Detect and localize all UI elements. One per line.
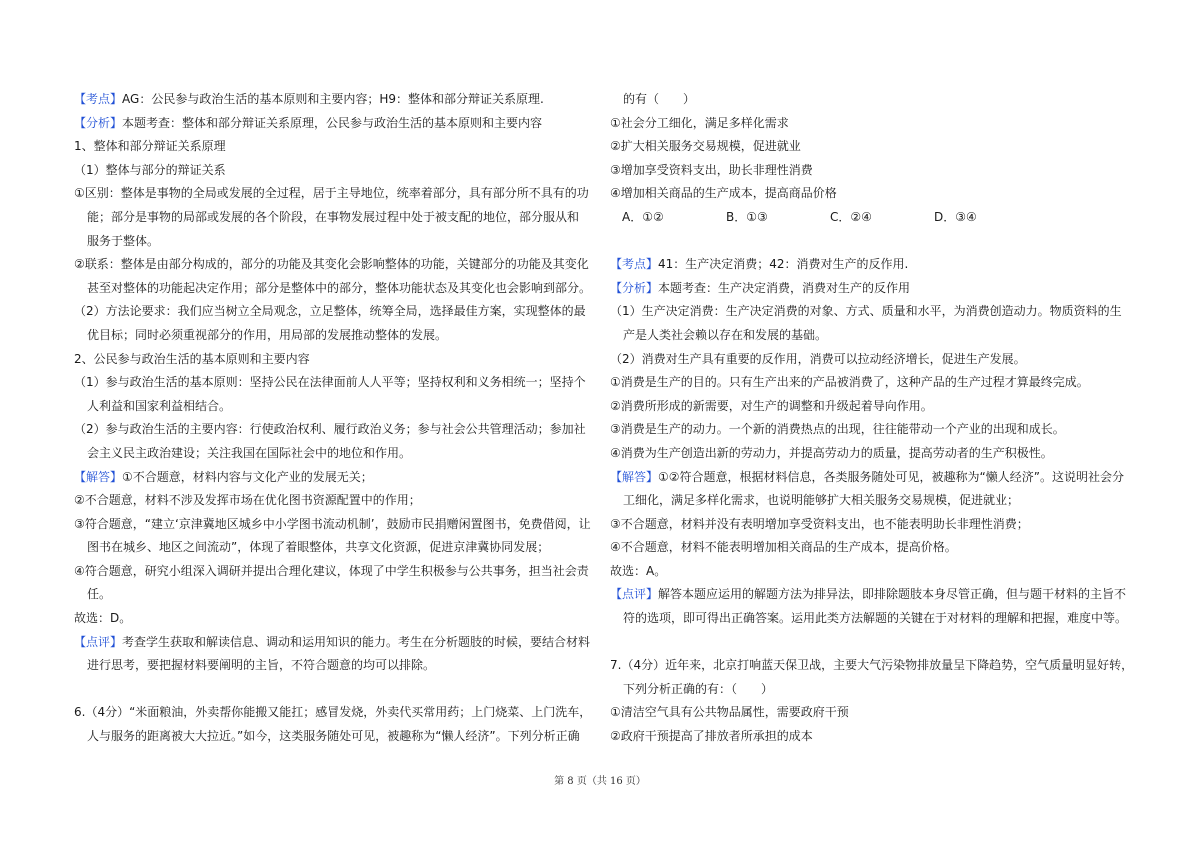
text-line bbox=[610, 159, 1134, 183]
text-line bbox=[74, 230, 594, 254]
section-tag: 【分析】 bbox=[610, 280, 659, 295]
text-line bbox=[610, 348, 1134, 372]
text-line bbox=[610, 466, 1134, 490]
blank-line bbox=[74, 678, 594, 702]
text-line bbox=[74, 701, 594, 725]
section-tag: 【解答】 bbox=[74, 469, 123, 484]
text-line bbox=[610, 277, 1134, 301]
line-text: ①消费是生产的目的。只有生产出来的产品被消费了，这种产品的生产过程才算最终完成。 bbox=[610, 375, 1089, 390]
text-line bbox=[610, 324, 1134, 348]
text-line bbox=[610, 253, 1134, 277]
line-text: 任。 bbox=[87, 587, 112, 602]
line-text: ④增加相关商品的生产成本，提高商品价格 bbox=[610, 186, 837, 201]
text-line bbox=[610, 701, 1134, 725]
text-line bbox=[610, 654, 1134, 678]
line-text: ②联系：整体是由部分构成的，部分的功能及其变化会影响整体的功能，关键部分的功能及其变化 bbox=[74, 257, 589, 272]
line-text: （2）消费对生产具有重要的反作用，消费可以拉动经济增长，促进生产发展。 bbox=[610, 351, 1026, 366]
answer-options bbox=[610, 206, 1134, 230]
text-line bbox=[74, 583, 594, 607]
text-line bbox=[610, 88, 1134, 112]
text-line bbox=[74, 560, 594, 584]
text-line bbox=[74, 206, 594, 230]
text-line bbox=[74, 182, 594, 206]
line-text: （2）方法论要求：我们应当树立全局观念，立足整体，统筹全局，选择最佳方案，实现整体的最 bbox=[74, 304, 586, 319]
line-text: 7.（4分）近年来，北京打响蓝天保卫战，主要大气污染物排放量呈下降趋势，空气质量明显好转， bbox=[610, 658, 1134, 673]
line-text: ④符合题意，研究小组深入调研并提出合理化建议，体现了中学生积极参与公共事务，担当社会责 bbox=[74, 563, 589, 578]
text-line bbox=[610, 182, 1134, 206]
line-text: ①不合题意，材料内容与文化产业的发展无关； bbox=[122, 469, 373, 484]
line-text: （1）参与政治生活的基本原则：坚持公民在法律面前人人平等；坚持权利和义务相统一；坚持个 bbox=[74, 375, 586, 390]
text-line bbox=[74, 607, 594, 631]
text-line bbox=[610, 513, 1134, 537]
blank-line bbox=[610, 230, 1134, 254]
text-line bbox=[610, 678, 1134, 702]
text-line bbox=[74, 654, 594, 678]
text-line bbox=[74, 489, 594, 513]
text-line bbox=[610, 442, 1134, 466]
line-text: ②消费所形成的新需要，对生产的调整和升级起着导向作用。 bbox=[610, 398, 933, 413]
left-column bbox=[74, 88, 594, 749]
line-text: 解答本题应运用的解题方法为排异法，即排除题肢本身尽管正确，但与题干材料的主旨不 bbox=[658, 587, 1127, 602]
line-text: 的有（ ） bbox=[623, 92, 696, 106]
text-line bbox=[74, 631, 594, 655]
line-text: （2）参与政治生活的主要内容：行使政治权利、履行政治义务；参与社会公共管理活动；参加社 bbox=[74, 422, 586, 437]
text-line bbox=[74, 442, 594, 466]
line-text: 考查学生获取和解读信息、调动和运用知识的能力。考生在分析题肢的时候，要结合材料 bbox=[122, 634, 591, 649]
section-tag: 【考点】 bbox=[74, 92, 123, 106]
text-line bbox=[610, 418, 1134, 442]
answer-option: A．①② bbox=[622, 209, 664, 224]
line-text: ①②符合题意，根据材料信息，各类服务随处可见，被趣称为“懒人经济”。这说明社会分 bbox=[658, 469, 1124, 484]
section-tag: 【点评】 bbox=[610, 587, 659, 602]
text-line bbox=[610, 300, 1134, 324]
text-line bbox=[74, 418, 594, 442]
line-text: （1）整体与部分的辩证关系 bbox=[74, 162, 226, 177]
text-line bbox=[610, 560, 1134, 584]
text-line bbox=[74, 135, 594, 159]
line-text: （1）生产决定消费：生产决定消费的对象、方式、质量和水平，为消费创造动力。物质资料的生 bbox=[610, 304, 1122, 319]
line-text: 能；部分是事物的局部或发展的各个阶段，在事物发展过程中处于被支配的地位，部分服从和 bbox=[87, 209, 580, 224]
line-text: 会主义民主政治建设；关注我国在国际社会中的地位和作用。 bbox=[87, 445, 412, 460]
section-tag: 【分析】 bbox=[74, 115, 123, 130]
line-text: ①社会分工细化，满足多样化需求 bbox=[610, 115, 789, 130]
text-line bbox=[74, 371, 594, 395]
answer-option: B．①③ bbox=[726, 209, 768, 224]
text-line bbox=[610, 135, 1134, 159]
line-text: ③增加享受资料支出，助长非理性消费 bbox=[610, 162, 813, 177]
line-text: AG：公民参与政治生活的基本原则和主要内容；H9：整体和部分辩证关系原理. bbox=[122, 92, 544, 106]
text-line bbox=[74, 324, 594, 348]
line-text: ②扩大相关服务交易规模，促进就业 bbox=[610, 139, 801, 154]
section-tag: 【解答】 bbox=[610, 469, 659, 484]
text-line bbox=[74, 277, 594, 301]
line-text: 甚至对整体的功能起决定作用；部分是整体中的部分，整体功能状态及其变化也会影响到部分。 bbox=[87, 280, 592, 295]
line-text: ④消费为生产创造出新的劳动力，并提高劳动力的质量，提高劳动者的生产积极性。 bbox=[610, 445, 1053, 460]
text-line bbox=[610, 536, 1134, 560]
text-line bbox=[610, 725, 1134, 749]
line-text: 服务于整体。 bbox=[87, 233, 160, 248]
text-line bbox=[74, 466, 594, 490]
line-text: ③符合题意，“建立‘京津冀地区城乡中小学图书流动机制’，鼓励市民捐赠闲置图书，免费借阅，让 bbox=[74, 516, 591, 531]
line-text: 故选：D。 bbox=[74, 611, 132, 626]
text-line bbox=[610, 583, 1134, 607]
line-text: 1、整体和部分辩证关系原理 bbox=[74, 139, 226, 154]
text-line bbox=[610, 489, 1134, 513]
line-text: ③不合题意，材料并没有表明增加享受资料支出，也不能表明助长非理性消费； bbox=[610, 516, 1029, 531]
text-line bbox=[610, 371, 1134, 395]
text-line bbox=[610, 607, 1134, 631]
text-line bbox=[74, 88, 594, 112]
text-line bbox=[74, 725, 594, 749]
line-text: 工细化，满足多样化需求，也说明能够扩大相关服务交易规模，促进就业； bbox=[623, 493, 1020, 508]
line-text: ①区别：整体是事物的全局或发展的全过程，居于主导地位，统率着部分，具有部分所不具有的功 bbox=[74, 186, 589, 201]
section-tag: 【点评】 bbox=[74, 634, 123, 649]
text-line bbox=[610, 112, 1134, 136]
text-line bbox=[74, 159, 594, 183]
line-text: 人与服务的距离被大大拉近。”如今，这类服务随处可见，被趣称为“懒人经济”。下列分析正确 bbox=[87, 729, 580, 744]
line-text: 图书在城乡、地区之间流动”，体现了着眼整体，共享文化资源，促进京津冀协同发展； bbox=[87, 540, 550, 555]
text-line bbox=[74, 300, 594, 324]
line-text: 下列分析正确的有：（ ） bbox=[623, 681, 774, 696]
line-text: 进行思考，要把握材料要阐明的主旨，不符合题意的均可以排除。 bbox=[87, 658, 436, 673]
answer-option: C．②④ bbox=[830, 209, 872, 224]
text-line bbox=[610, 395, 1134, 419]
text-line bbox=[74, 536, 594, 560]
page-footer: 第 8 页（共 16 页） bbox=[554, 776, 646, 787]
line-text: 2、公民参与政治生活的基本原则和主要内容 bbox=[74, 351, 310, 366]
line-text: ②不合题意，材料不涉及发挥市场在优化图书资源配置中的作用； bbox=[74, 493, 421, 508]
line-text: ①清洁空气具有公共物品属性，需要政府干预 bbox=[610, 705, 849, 720]
line-text: 本题考查：生产决定消费，消费对生产的反作用 bbox=[658, 280, 911, 295]
line-text: 41：生产决定消费；42：消费对生产的反作用. bbox=[658, 257, 909, 272]
text-line bbox=[74, 253, 594, 277]
section-tag: 【考点】 bbox=[610, 257, 659, 272]
line-text: 6.（4分）“米面粮油，外卖帮你能搬又能扛；感冒发烧，外卖代买常用药；上门烧菜、上门洗车， bbox=[74, 705, 592, 720]
answer-option: D．③④ bbox=[934, 209, 977, 224]
line-text: ③消费是生产的动力。一个新的消费热点的出现，往往能带动一个产业的出现和成长。 bbox=[610, 422, 1065, 437]
line-text: 符的选项，即可得出正确答案。运用此类方法解题的关键在于对材料的理解和把握，难度中等。 bbox=[623, 611, 1128, 626]
line-text: 人利益和国家利益相结合。 bbox=[87, 398, 232, 413]
line-text: 故选：A。 bbox=[610, 563, 667, 578]
text-line bbox=[74, 395, 594, 419]
blank-line bbox=[610, 631, 1134, 655]
line-text: 优目标；同时必须重视部分的作用，用局部的发展推动整体的发展。 bbox=[87, 327, 448, 342]
line-text: 本题考查：整体和部分辩证关系原理，公民参与政治生活的基本原则和主要内容 bbox=[122, 115, 543, 130]
line-text: 产是人类社会赖以存在和发展的基础。 bbox=[623, 327, 828, 342]
text-line bbox=[74, 348, 594, 372]
text-line bbox=[74, 513, 594, 537]
line-text: ②政府干预提高了排放者所承担的成本 bbox=[610, 729, 813, 744]
right-column bbox=[610, 88, 1134, 749]
line-text: ④不合题意，材料不能表明增加相关商品的生产成本，提高价格。 bbox=[610, 540, 957, 555]
text-line bbox=[74, 112, 594, 136]
